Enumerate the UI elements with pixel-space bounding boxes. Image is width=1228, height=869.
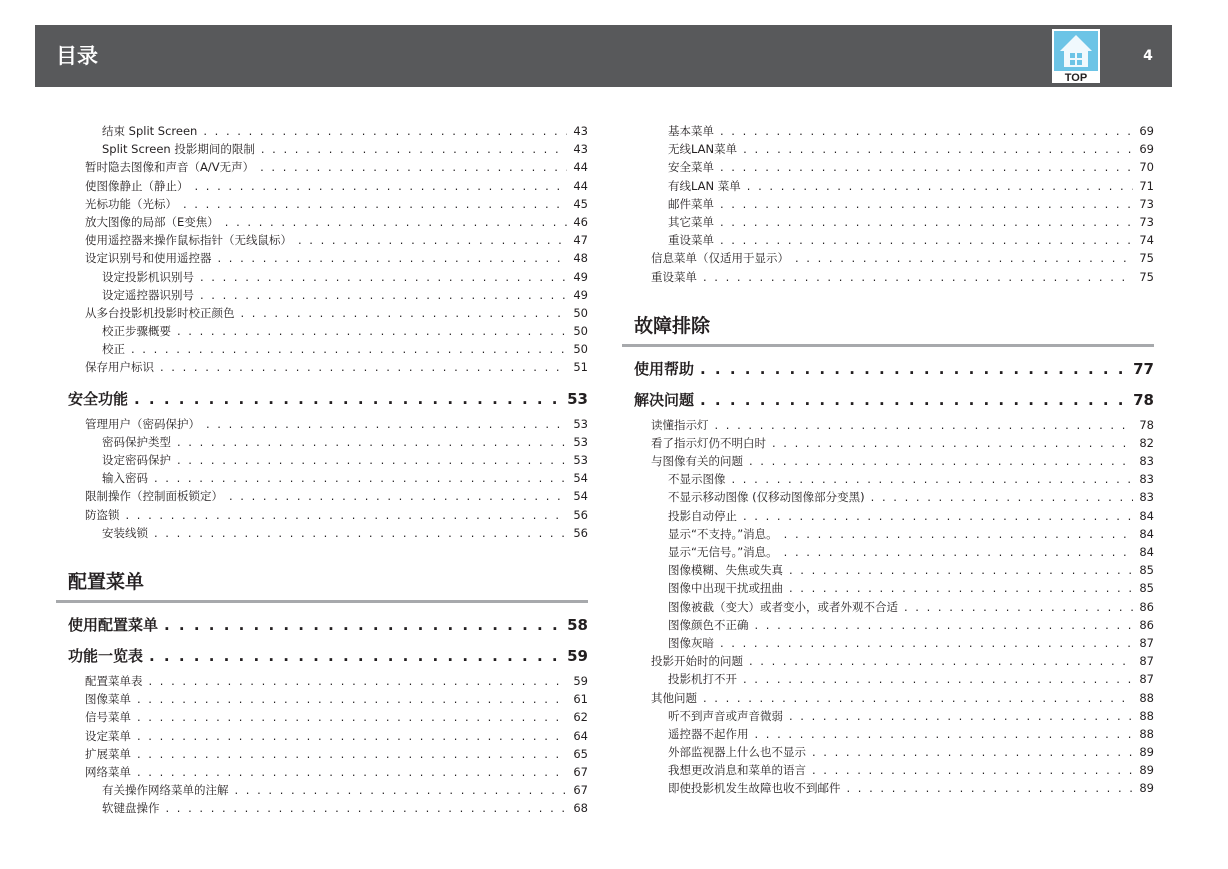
toc-entry-title: 输入密码 [102, 471, 148, 486]
toc-entry[interactable] [85, 727, 588, 745]
toc-major-title: 使用配置菜单 [68, 615, 159, 634]
leader-dots [747, 177, 1134, 195]
toc-page-number: 50 [573, 305, 588, 320]
toc-major-function-list[interactable] [68, 641, 588, 672]
toc-page-number: 87 [1139, 635, 1154, 650]
toc-entry[interactable] [85, 763, 588, 781]
toc-entry-title: 保存用户标识 [85, 360, 154, 375]
toc-entry[interactable] [102, 451, 588, 469]
toc-entry-title: 安全菜单 [668, 160, 714, 175]
toc-entry[interactable] [668, 707, 1154, 725]
toc-entry[interactable] [668, 634, 1154, 652]
toc-page-number: 53 [567, 389, 588, 408]
toc-page-number: 82 [1139, 435, 1154, 450]
leader-dots [137, 708, 567, 726]
leader-dots [137, 727, 567, 745]
toc-entry-title: 图像模糊、失焦或失真 [668, 563, 783, 578]
toc-entry[interactable] [102, 781, 588, 799]
toc-entry-title: 投影机打不开 [668, 672, 737, 687]
toc-entry[interactable] [102, 340, 588, 358]
toc-page-number: 71 [1139, 178, 1154, 193]
leader-dots [743, 507, 1133, 525]
leader-dots [260, 158, 567, 176]
toc-entry[interactable] [102, 799, 588, 817]
toc-entry-title: 显示“不支持。”消息。 [668, 526, 778, 541]
leader-dots [229, 487, 567, 505]
leader-dots [298, 231, 567, 249]
toc-list-left-b [68, 415, 588, 542]
leader-dots [137, 745, 567, 763]
toc-entry[interactable] [85, 415, 588, 433]
leader-dots [177, 433, 567, 451]
leader-dots [177, 322, 567, 340]
toc-page-number: 43 [573, 124, 588, 138]
top-label: TOP [1064, 72, 1088, 83]
leader-dots [755, 616, 1134, 634]
toc-entry[interactable] [651, 416, 1154, 434]
toc-major-help[interactable] [634, 354, 1154, 385]
toc-page-number: 84 [1139, 508, 1154, 523]
leader-dots [137, 763, 567, 781]
toc-entry-title: 密码保护类型 [102, 434, 171, 449]
toc-entry[interactable] [85, 358, 588, 376]
leader-dots [177, 451, 567, 469]
spacer [68, 377, 588, 384]
toc-entry[interactable] [668, 507, 1154, 525]
toc-entry-title: 信息菜单（仅适用于显示） [651, 251, 789, 266]
toc-page-number: 44 [573, 178, 588, 193]
toc-page-number: 86 [1139, 599, 1154, 614]
toc-entry[interactable] [102, 268, 588, 286]
toc-list-right-a [634, 122, 1154, 286]
toc-page-number: 88 [1139, 690, 1154, 705]
toc-entry-title: 使用遥控器来操作鼠标指针（无线鼠标） [85, 233, 292, 248]
toc-page-number: 75 [1139, 251, 1154, 266]
toc-entry[interactable] [651, 249, 1154, 267]
page-title: 目录 [56, 44, 98, 68]
leader-dots [795, 249, 1133, 267]
leader-dots [195, 177, 568, 195]
toc-entry-title: Split Screen 投影期间的限制 [102, 142, 255, 157]
toc-entry[interactable] [668, 177, 1154, 195]
toc-entry-title: 防盗锁 [85, 507, 120, 522]
toc-entry-title: 配置菜单表 [85, 673, 143, 688]
toc-page-number: 48 [573, 251, 588, 266]
leader-dots [154, 524, 567, 542]
toc-entry-title: 暂时隐去图像和声音（A/V无声） [85, 160, 255, 175]
toc-entry[interactable] [85, 487, 588, 505]
toc-entry-title: 校正 [102, 342, 125, 357]
toc-page-number: 85 [1139, 581, 1154, 596]
toc-page-number: 43 [573, 142, 588, 157]
toc-entry[interactable] [85, 231, 588, 249]
page-number: 4 [1143, 48, 1153, 64]
toc-entry-title: 无线LAN菜单 [668, 142, 738, 157]
toc-page-number: 88 [1139, 708, 1154, 723]
toc-entry[interactable] [102, 433, 588, 451]
toc-page-number: 89 [1139, 745, 1154, 760]
toc-entry-title: 邮件菜单 [668, 196, 714, 211]
toc-page-number: 54 [573, 471, 588, 486]
leader-dots [164, 610, 561, 641]
toc-page-number: 73 [1139, 214, 1154, 229]
leader-dots [720, 195, 1133, 213]
toc-page-number: 59 [573, 673, 588, 688]
leader-dots [743, 140, 1133, 158]
toc-page-number: 49 [573, 269, 588, 284]
toc-entry[interactable] [85, 672, 588, 690]
toc-entry[interactable] [668, 122, 1154, 140]
toc-entry-title: 信号菜单 [85, 710, 131, 725]
toc-entry-title: 图像灰暗 [668, 635, 714, 650]
toc-page-number: 62 [573, 710, 588, 725]
leader-dots [743, 670, 1133, 688]
toc-entry-title: 重设菜单 [668, 233, 714, 248]
toc-entry-title: 设定投影机识别号 [102, 269, 194, 284]
spacer [68, 603, 588, 610]
spacer [634, 286, 1154, 310]
toc-major-security[interactable] [68, 384, 588, 415]
leader-dots [772, 434, 1133, 452]
toc-entry[interactable] [668, 670, 1154, 688]
toc-entry[interactable] [668, 470, 1154, 488]
toc-entry[interactable] [85, 177, 588, 195]
leader-dots [261, 140, 568, 158]
leader-dots [134, 384, 561, 415]
toc-entry[interactable] [102, 140, 588, 158]
toc-entry[interactable] [668, 140, 1154, 158]
spacer [634, 347, 1154, 354]
toc-entry-title: 投影自动停止 [668, 508, 737, 523]
leader-dots [847, 779, 1134, 797]
toc-entry[interactable] [85, 195, 588, 213]
toc-entry[interactable] [668, 488, 1154, 506]
toc-page-number: 73 [1139, 196, 1154, 211]
toc-entry[interactable] [85, 506, 588, 524]
leader-dots [720, 122, 1133, 140]
leader-dots [904, 598, 1133, 616]
toc-entry[interactable] [668, 616, 1154, 634]
toc-page-number: 78 [1139, 417, 1154, 432]
section-title-text: 故障排除 [634, 314, 711, 337]
toc-page-number: 69 [1139, 142, 1154, 157]
toc-page-number: 53 [573, 434, 588, 449]
toc-entry-title: 与图像有关的问题 [651, 454, 743, 469]
toc-entry-title: 重设菜单 [651, 269, 697, 284]
toc-page-number: 65 [573, 746, 588, 761]
toc-page-number: 53 [573, 416, 588, 431]
toc-entry-title: 其他问题 [651, 690, 697, 705]
toc-entry-title: 设定菜单 [85, 728, 131, 743]
toc-page-number: 83 [1139, 472, 1154, 487]
toc-page-number: 88 [1139, 726, 1154, 741]
toc-right-column [634, 122, 1154, 798]
toc-page-number: 83 [1139, 454, 1154, 469]
toc-entry-title: 不显示图像 [668, 472, 726, 487]
toc-page-number: 83 [1139, 490, 1154, 505]
leader-dots [203, 122, 567, 140]
leader-dots [200, 268, 567, 286]
toc-entry-title: 软键盘操作 [102, 801, 160, 816]
toc-page-number: 67 [573, 764, 588, 779]
toc-entry-title: 外部监视器上什么也不显示 [668, 745, 806, 760]
toc-entry-title: 有线LAN 菜单 [668, 178, 741, 193]
toc-page-number: 84 [1139, 526, 1154, 541]
section-title-config [56, 566, 588, 603]
toc-page-number: 64 [573, 728, 588, 743]
toc-entry[interactable] [668, 725, 1154, 743]
toc-entry-title: 放大图像的局部（E变焦） [85, 214, 219, 229]
toc-left-column [68, 122, 588, 817]
toc-entry[interactable] [102, 524, 588, 542]
leader-dots [149, 641, 561, 672]
toc-page-number: 85 [1139, 563, 1154, 578]
toc-entry-title: 读懂指示灯 [651, 417, 709, 432]
toc-entry-title: 听不到声音或声音微弱 [668, 708, 783, 723]
toc-entry-title: 设定遥控器识别号 [102, 287, 194, 302]
toc-entry[interactable] [102, 469, 588, 487]
toc-entry-title: 图像中出现干扰或扭曲 [668, 581, 783, 596]
toc-entry[interactable] [85, 249, 588, 267]
toc-entry[interactable] [85, 690, 588, 708]
toc-entry-title: 从多台投影机投影时校正颜色 [85, 305, 235, 320]
leader-dots [720, 634, 1133, 652]
toc-page-number: 44 [573, 160, 588, 175]
toc-page-number: 50 [573, 324, 588, 339]
toc-entry[interactable] [102, 286, 588, 304]
toc-page-number: 67 [573, 783, 588, 798]
toc-entry[interactable] [651, 434, 1154, 452]
toc-entry[interactable] [668, 779, 1154, 797]
toc-entry-title: 即使投影机发生故障也收不到邮件 [668, 781, 841, 796]
toc-entry[interactable] [85, 745, 588, 763]
toc-entry-title: 显示“无信号。”消息。 [668, 545, 778, 559]
toc-page-number: 77 [1133, 359, 1154, 378]
leader-dots [225, 213, 568, 231]
leader-dots [235, 781, 568, 799]
toc-list-right-b [634, 416, 1154, 798]
toc-entry[interactable] [668, 579, 1154, 597]
toc-page-number: 54 [573, 489, 588, 504]
toc-page-number: 56 [573, 507, 588, 522]
toc-entry[interactable] [85, 304, 588, 322]
leader-dots [126, 506, 568, 524]
toc-major-use-config[interactable] [68, 610, 588, 641]
leader-dots [715, 416, 1134, 434]
leader-dots [200, 286, 567, 304]
toc-entry-title: 使图像静止（静止） [85, 178, 189, 193]
toc-entry-title: 扩展菜单 [85, 746, 131, 761]
toc-page-number: 89 [1139, 781, 1154, 796]
leader-dots [755, 725, 1134, 743]
toc-entry-title: 设定识别号和使用遥控器 [85, 251, 212, 266]
toc-page-number: 68 [573, 801, 588, 816]
leader-dots [871, 488, 1134, 506]
leader-dots [789, 707, 1133, 725]
leader-dots [749, 652, 1133, 670]
toc-entry[interactable] [85, 708, 588, 726]
toc-list-left-a [68, 122, 588, 377]
toc-page-number: 61 [573, 692, 588, 707]
leader-dots [703, 689, 1133, 707]
leader-dots [784, 543, 1134, 561]
leader-dots [720, 231, 1133, 249]
header-bar [35, 25, 1172, 87]
toc-page-number: 56 [573, 525, 588, 540]
leader-dots [166, 799, 568, 817]
toc-entry[interactable] [668, 561, 1154, 579]
leader-dots [700, 385, 1127, 416]
toc-entry-title: 遥控器不起作用 [668, 726, 749, 741]
toc-entry-title: 其它菜单 [668, 214, 714, 229]
leader-dots [749, 452, 1133, 470]
toc-page-number: 89 [1139, 763, 1154, 778]
toc-page-number: 78 [1133, 390, 1154, 409]
toc-page-number: 87 [1139, 654, 1154, 669]
toc-entry-title: 有关操作网络菜单的注解 [102, 783, 229, 798]
toc-page-number: 53 [573, 453, 588, 467]
toc-entry[interactable] [651, 268, 1154, 286]
leader-dots [131, 340, 567, 358]
leader-dots [241, 304, 568, 322]
toc-entry[interactable] [668, 525, 1154, 543]
toc-page-number: 69 [1139, 124, 1154, 138]
toc-page-number: 75 [1139, 269, 1154, 284]
toc-entry[interactable] [668, 543, 1154, 561]
toc-entry-title: 投影开始时的问题 [651, 654, 743, 669]
leader-dots [206, 415, 567, 433]
toc-entry[interactable] [668, 195, 1154, 213]
toc-entry-title: 不显示移动图像 (仅移动图像部分变黑) [668, 490, 865, 505]
home-icon [1052, 29, 1100, 83]
toc-entry-title: 结束 Split Screen [102, 124, 198, 138]
toc-entry-title: 设定密码保护 [102, 453, 171, 467]
toc-entry[interactable] [102, 322, 588, 340]
toc-entry-title: 限制操作（控制面板锁定） [85, 489, 223, 504]
toc-page-number: 46 [573, 214, 588, 229]
toc-page-number: 87 [1139, 672, 1154, 687]
toc-entry[interactable] [668, 213, 1154, 231]
toc-entry-title: 我想更改消息和菜单的语言 [668, 763, 806, 778]
toc-entry[interactable] [102, 122, 588, 140]
toc-page-number: 70 [1139, 160, 1154, 175]
toc-entry-title: 图像菜单 [85, 692, 131, 707]
leader-dots [183, 195, 567, 213]
toc-entry[interactable] [651, 689, 1154, 707]
toc-page-number: 86 [1139, 617, 1154, 632]
section-title-troubleshoot [622, 310, 1154, 347]
leader-dots [703, 268, 1133, 286]
toc-page-number: 49 [573, 287, 588, 302]
toc-entry-title: 看了指示灯仍不明白时 [651, 435, 766, 450]
toc-entry[interactable] [668, 743, 1154, 761]
leader-dots [812, 743, 1133, 761]
toc-major-title: 功能一览表 [68, 646, 144, 665]
leader-dots [732, 470, 1134, 488]
toc-entry[interactable] [668, 598, 1154, 616]
toc-entry-title: 网络菜单 [85, 764, 131, 779]
toc-page-number: 50 [573, 342, 588, 357]
leader-dots [160, 358, 567, 376]
toc-entry-title: 基本菜单 [668, 124, 714, 138]
toc-entry[interactable] [668, 761, 1154, 779]
toc-major-title: 解决问题 [634, 390, 695, 409]
leader-dots [720, 158, 1133, 176]
leader-dots [218, 249, 568, 267]
toc-page-number: 58 [567, 615, 588, 634]
toc-major-title: 使用帮助 [634, 359, 695, 378]
leader-dots [720, 213, 1133, 231]
toc-page-number: 51 [573, 360, 588, 375]
leader-dots [154, 469, 567, 487]
leader-dots [789, 579, 1133, 597]
toc-list-left-c [68, 672, 588, 818]
toc-entry-title: 图像颜色不正确 [668, 617, 749, 632]
toc-major-title: 安全功能 [68, 389, 129, 408]
leader-dots [789, 561, 1133, 579]
spacer [68, 542, 588, 566]
toc-entry[interactable] [668, 231, 1154, 249]
toc-page-number: 74 [1139, 233, 1154, 248]
toc-entry[interactable] [668, 158, 1154, 176]
leader-dots [784, 525, 1134, 543]
toc-entry-title: 图像被截（变大）或者变小，或者外观不合适 [668, 599, 898, 614]
leader-dots [812, 761, 1133, 779]
toc-entry-title: 校正步骤概要 [102, 324, 171, 339]
section-title-text: 配置菜单 [68, 570, 145, 593]
toc-entry[interactable] [651, 652, 1154, 670]
leader-dots [700, 354, 1127, 385]
toc-major-solve[interactable] [634, 385, 1154, 416]
toc-entry-title: 光标功能（光标） [85, 196, 177, 211]
toc-entry[interactable] [651, 452, 1154, 470]
toc-entry[interactable] [85, 213, 588, 231]
leader-dots [149, 672, 568, 690]
toc-page-number: 59 [567, 646, 588, 665]
toc-page-number: 47 [573, 233, 588, 248]
toc-entry-title: 管理用户（密码保护） [85, 416, 200, 431]
toc-entry-title: 安装线锁 [102, 525, 148, 540]
toc-page-number: 45 [573, 196, 588, 211]
toc-page-number: 84 [1139, 545, 1154, 559]
top-button[interactable] [1052, 29, 1100, 83]
leader-dots [137, 690, 567, 708]
toc-entry[interactable] [85, 158, 588, 176]
